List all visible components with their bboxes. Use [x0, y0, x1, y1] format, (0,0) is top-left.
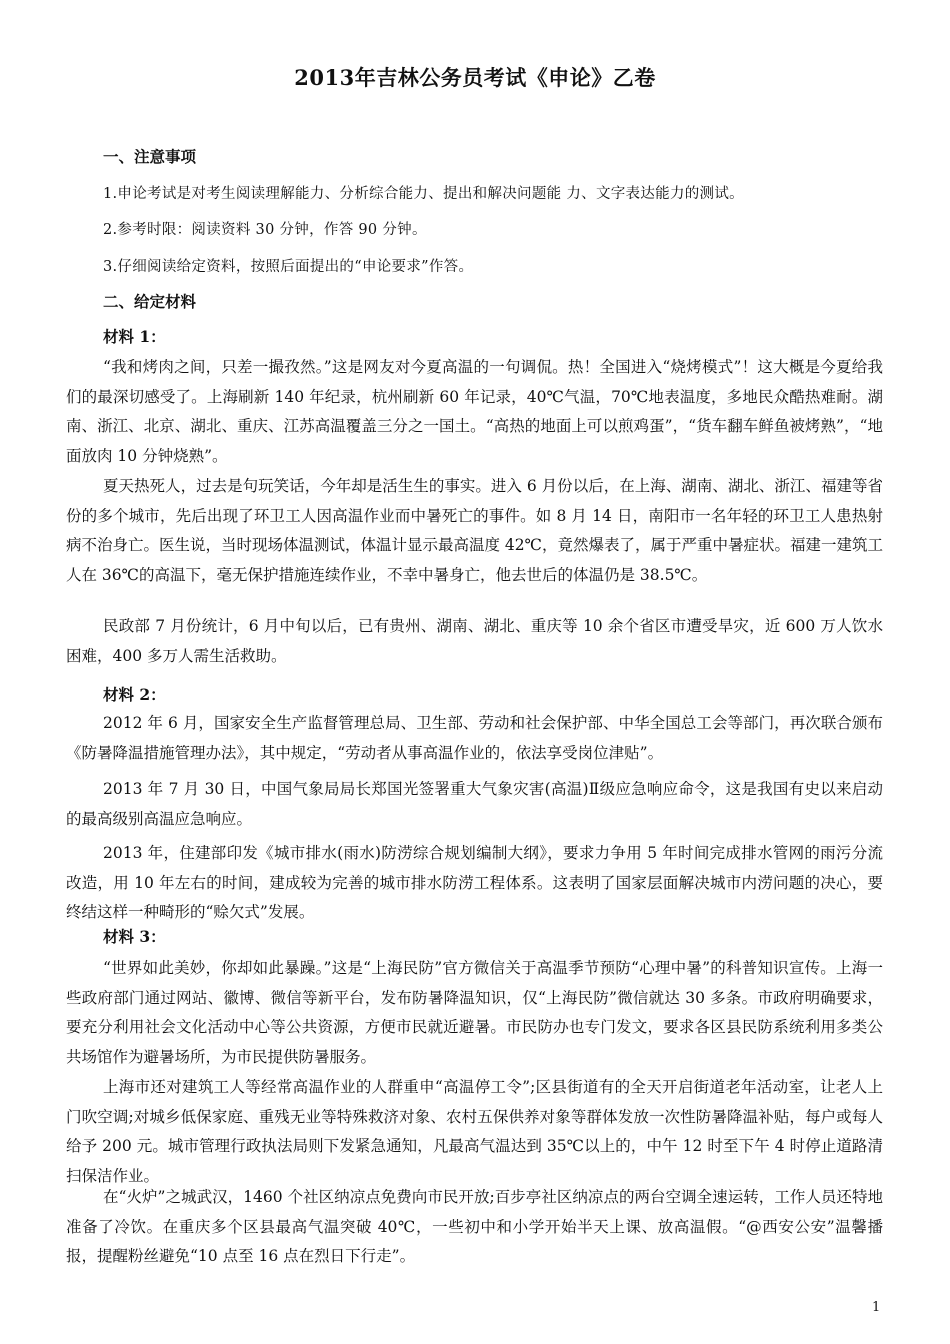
material-3-paragraph-2: 上海市还对建筑工人等经常高温作业的人群重申“高温停工令”;区县街道有的全天开启街道老年活动室，让老人上门吹空调;对城乡低保家庭、重残无业等特殊救济对象、农村五保供养对象等群体发放一次性防暑降温补贴，每户或每人给予 200 元。城市管理行政执法局则下发紧急通知，凡最高气温达到 35℃以上的，中午 12 时至下午 4 时停止道路清扫保洁作业。	[66, 1078, 883, 1185]
material-2-paragraph-1: 2012 年 6 月，国家安全生产监督管理总局、卫生部、劳动和社会保护部、中华全国总工会等部门，再次联合颁布《防暑降温措施管理办法》，其中规定，“劳动者从事高温作业的，依法享受岗位津贴”。	[66, 714, 883, 762]
section-heading-materials: 二、给定材料	[103, 292, 197, 311]
document-title: 2013年吉林公务员考试《申论》乙卷	[294, 65, 656, 90]
material-3-paragraph-1: “世界如此美妙，你却如此暴躁。”这是“上海民防”官方微信关于高温季节预防“心理中暑”的科普知识宣传。上海一些政府部门通过网站、徽博、微信等新平台，发布防暑降温知识，仅“上海民防”微信就达 30 多条。市政府明确要求，要充分利用社会文化活动中心等公共资源，方便市民就近避暑。市民防办也专门发文，要求各区县民防系统利用多类公共场馆作为避暑场所，为市民提供防暑服务。	[66, 959, 883, 1066]
material-2-label: 材料 2：	[103, 685, 166, 704]
note-item-1: 1.申论考试是对考生阅读理解能力、分析综合能力、提出和解决问题能 力、文字表达能力的测试。	[103, 186, 744, 202]
material-2-paragraph-2: 2013 年 7 月 30 日，中国气象局局长郑国光签署重大气象灾害(高温)Ⅱ级应急响应命令，这是我国有史以来启动的最高级别高温应急响应。	[66, 780, 883, 828]
material-1-paragraph-3: 民政部 7 月份统计，6 月中旬以后，已有贵州、湖南、湖北、重庆等 10 余个省区市遭受旱灾，近 600 万人饮水困难，400 多万人需生活救助。	[66, 617, 883, 665]
page-number: 1	[872, 1300, 881, 1315]
material-1-paragraph-1: “我和烤肉之间，只差一撮孜然。”这是网友对今夏高温的一句调侃。热！全国进入“烧烤模式”！这大概是今夏给我们的最深切感受了。上海刷新 140 年纪录，杭州刷新 60 年记录，40℃气温，70℃地表温度，多地民众酷热难耐。湖南、浙江、北京、湖北、重庆、江苏高温覆盖三分之一国土。“高热的地面上可以煎鸡蛋”，“货车翻车鲜鱼被烤熟”，“地面放肉 10 分钟烧熟”。	[66, 358, 883, 465]
note-item-3: 3.仔细阅读给定资料，按照后面提出的“申论要求”作答。	[103, 259, 474, 275]
material-3-label: 材料 3：	[103, 927, 166, 946]
note-item-2: 2.参考时限：阅读资料 30 分钟，作答 90 分钟。	[103, 222, 427, 238]
material-1-paragraph-2: 夏天热死人，过去是句玩笑话，今年却是活生生的事实。进入 6 月份以后，在上海、湖南、湖北、浙江、福建等省份的多个城市，先后出现了环卫工人因高温作业而中暑死亡的事件。如 8 月 14 日，南阳市一名年轻的环卫工人患热射病不治身亡。医生说，当时现场体温测试，体温计显示最高温度 42℃，竟然爆表了，属于严重中暑症状。福建一建筑工人在 36℃的高温下，毫无保护措施连续作业，不幸中暑身亡，他去世后的体温仍是 38.5℃。	[66, 477, 883, 584]
section-heading-notes: 一、注意事项	[103, 147, 197, 166]
material-1-label: 材料 1：	[103, 327, 166, 346]
material-2-paragraph-3: 2013 年，住建部印发《城市排水(雨水)防涝综合规划编制大纲》，要求力争用 5 年时间完成排水管网的雨污分流改造，用 10 年左右的时间，建成较为完善的城市排水防涝工程体系。这表明了国家层面解决城市内涝问题的决心，要终结这样一种畸形的“赊欠式”发展。	[66, 844, 883, 922]
material-3-paragraph-3: 在“火炉”之城武汉，1460 个社区纳凉点免费向市民开放;百步亭社区纳凉点的两台空调全速运转，工作人员还特地准备了冷饮。在重庆多个区县最高气温突破 40℃，一些初中和小学开始半天上课、放高温假。“@西安公安”温馨播报，提醒粉丝避免“10 点至 16 点在烈日下行走”。	[66, 1188, 883, 1266]
